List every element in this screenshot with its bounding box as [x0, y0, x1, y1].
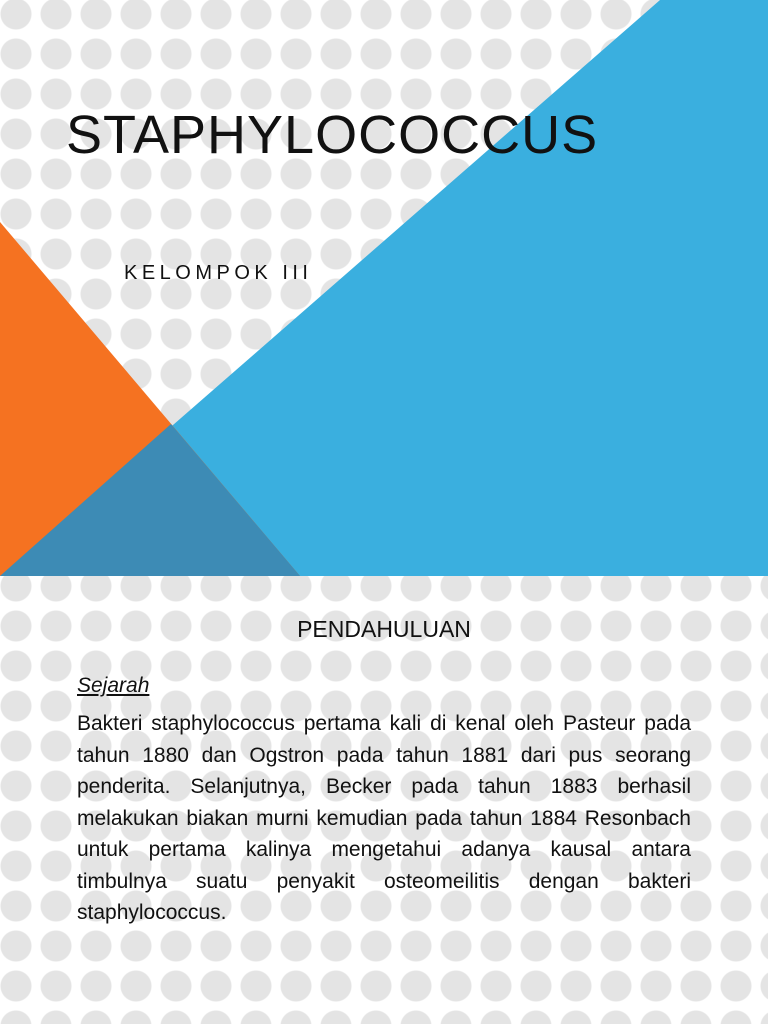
content-slide — [0, 576, 768, 1024]
section-subheading: Sejarah — [77, 674, 150, 697]
slide-subtitle: KELOMPOK III — [124, 262, 313, 284]
body-paragraph: Bakteri staphylococcus pertama kali di kenal oleh Pasteur pada tahun 1880 dan Ogstron pada tahun 1881 dari pus seorang penderita. Selanjutnya, Becker pada tahun 1883 berhasil melakukan biakan murni kemudian pada tahun 1884 Resonbach untuk pertama kalinya mengetahui adanya kausal antara timbulnya suatu penyakit osteomeilitis dengan bakteri staphylococcus. — [77, 712, 691, 924]
slide-title: STAPHYLOCOCCUS — [66, 105, 599, 165]
section-heading: PENDAHULUAN — [297, 616, 471, 642]
